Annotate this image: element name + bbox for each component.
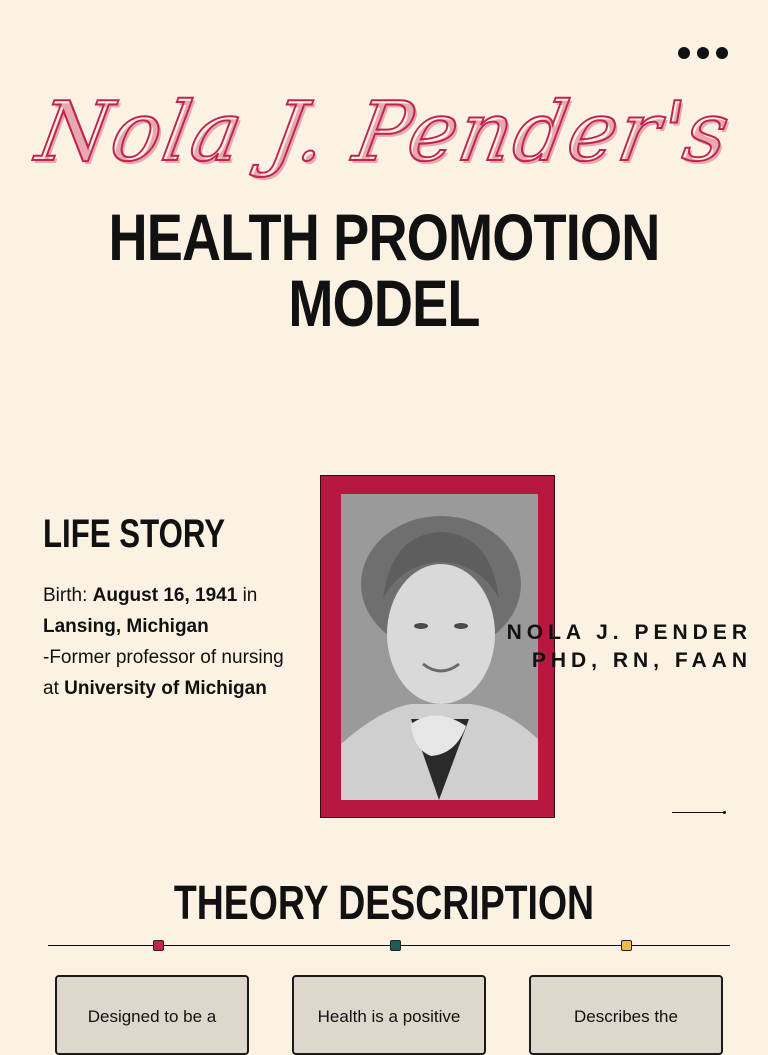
theory-card[interactable] bbox=[292, 975, 486, 1055]
university: University of Michigan bbox=[64, 678, 267, 699]
birth-place: Lansing, Michigan bbox=[43, 616, 209, 637]
timeline-marker bbox=[621, 940, 632, 951]
decorative-arrow-line bbox=[672, 812, 724, 813]
theory-card[interactable] bbox=[55, 975, 249, 1055]
life-story-text bbox=[43, 580, 293, 704]
more-options-dot-icon bbox=[697, 47, 709, 59]
more-options-button[interactable] bbox=[678, 44, 728, 62]
life-story-heading: LIFE STORY bbox=[43, 512, 226, 556]
page-title: HEALTH PROMOTION MODEL bbox=[108, 200, 660, 340]
more-options-dot-icon bbox=[678, 47, 690, 59]
theory-card-text: Health is a positive bbox=[317, 1007, 461, 1026]
script-title: Nola J. Pender's bbox=[30, 85, 738, 180]
timeline-marker bbox=[153, 940, 164, 951]
theory-card-text: Describes the bbox=[574, 1007, 678, 1026]
more-options-dot-icon bbox=[716, 47, 728, 59]
theory-card-text: Designed to be a bbox=[87, 1007, 217, 1026]
person-credentials: PHD, RN, FAAN bbox=[531, 649, 752, 672]
theory-card[interactable] bbox=[529, 975, 723, 1055]
birth-in: in bbox=[237, 585, 258, 606]
theory-heading: THEORY DESCRIPTION bbox=[173, 877, 595, 930]
birth-date: August 16, 1941 bbox=[92, 585, 238, 606]
timeline-marker bbox=[390, 940, 401, 951]
person-name: NOLA J. PENDER bbox=[506, 621, 752, 644]
birth-label: Birth: bbox=[43, 585, 93, 606]
career-text: -Former professor of nursing at bbox=[43, 647, 284, 699]
portrait-caption bbox=[507, 619, 752, 675]
